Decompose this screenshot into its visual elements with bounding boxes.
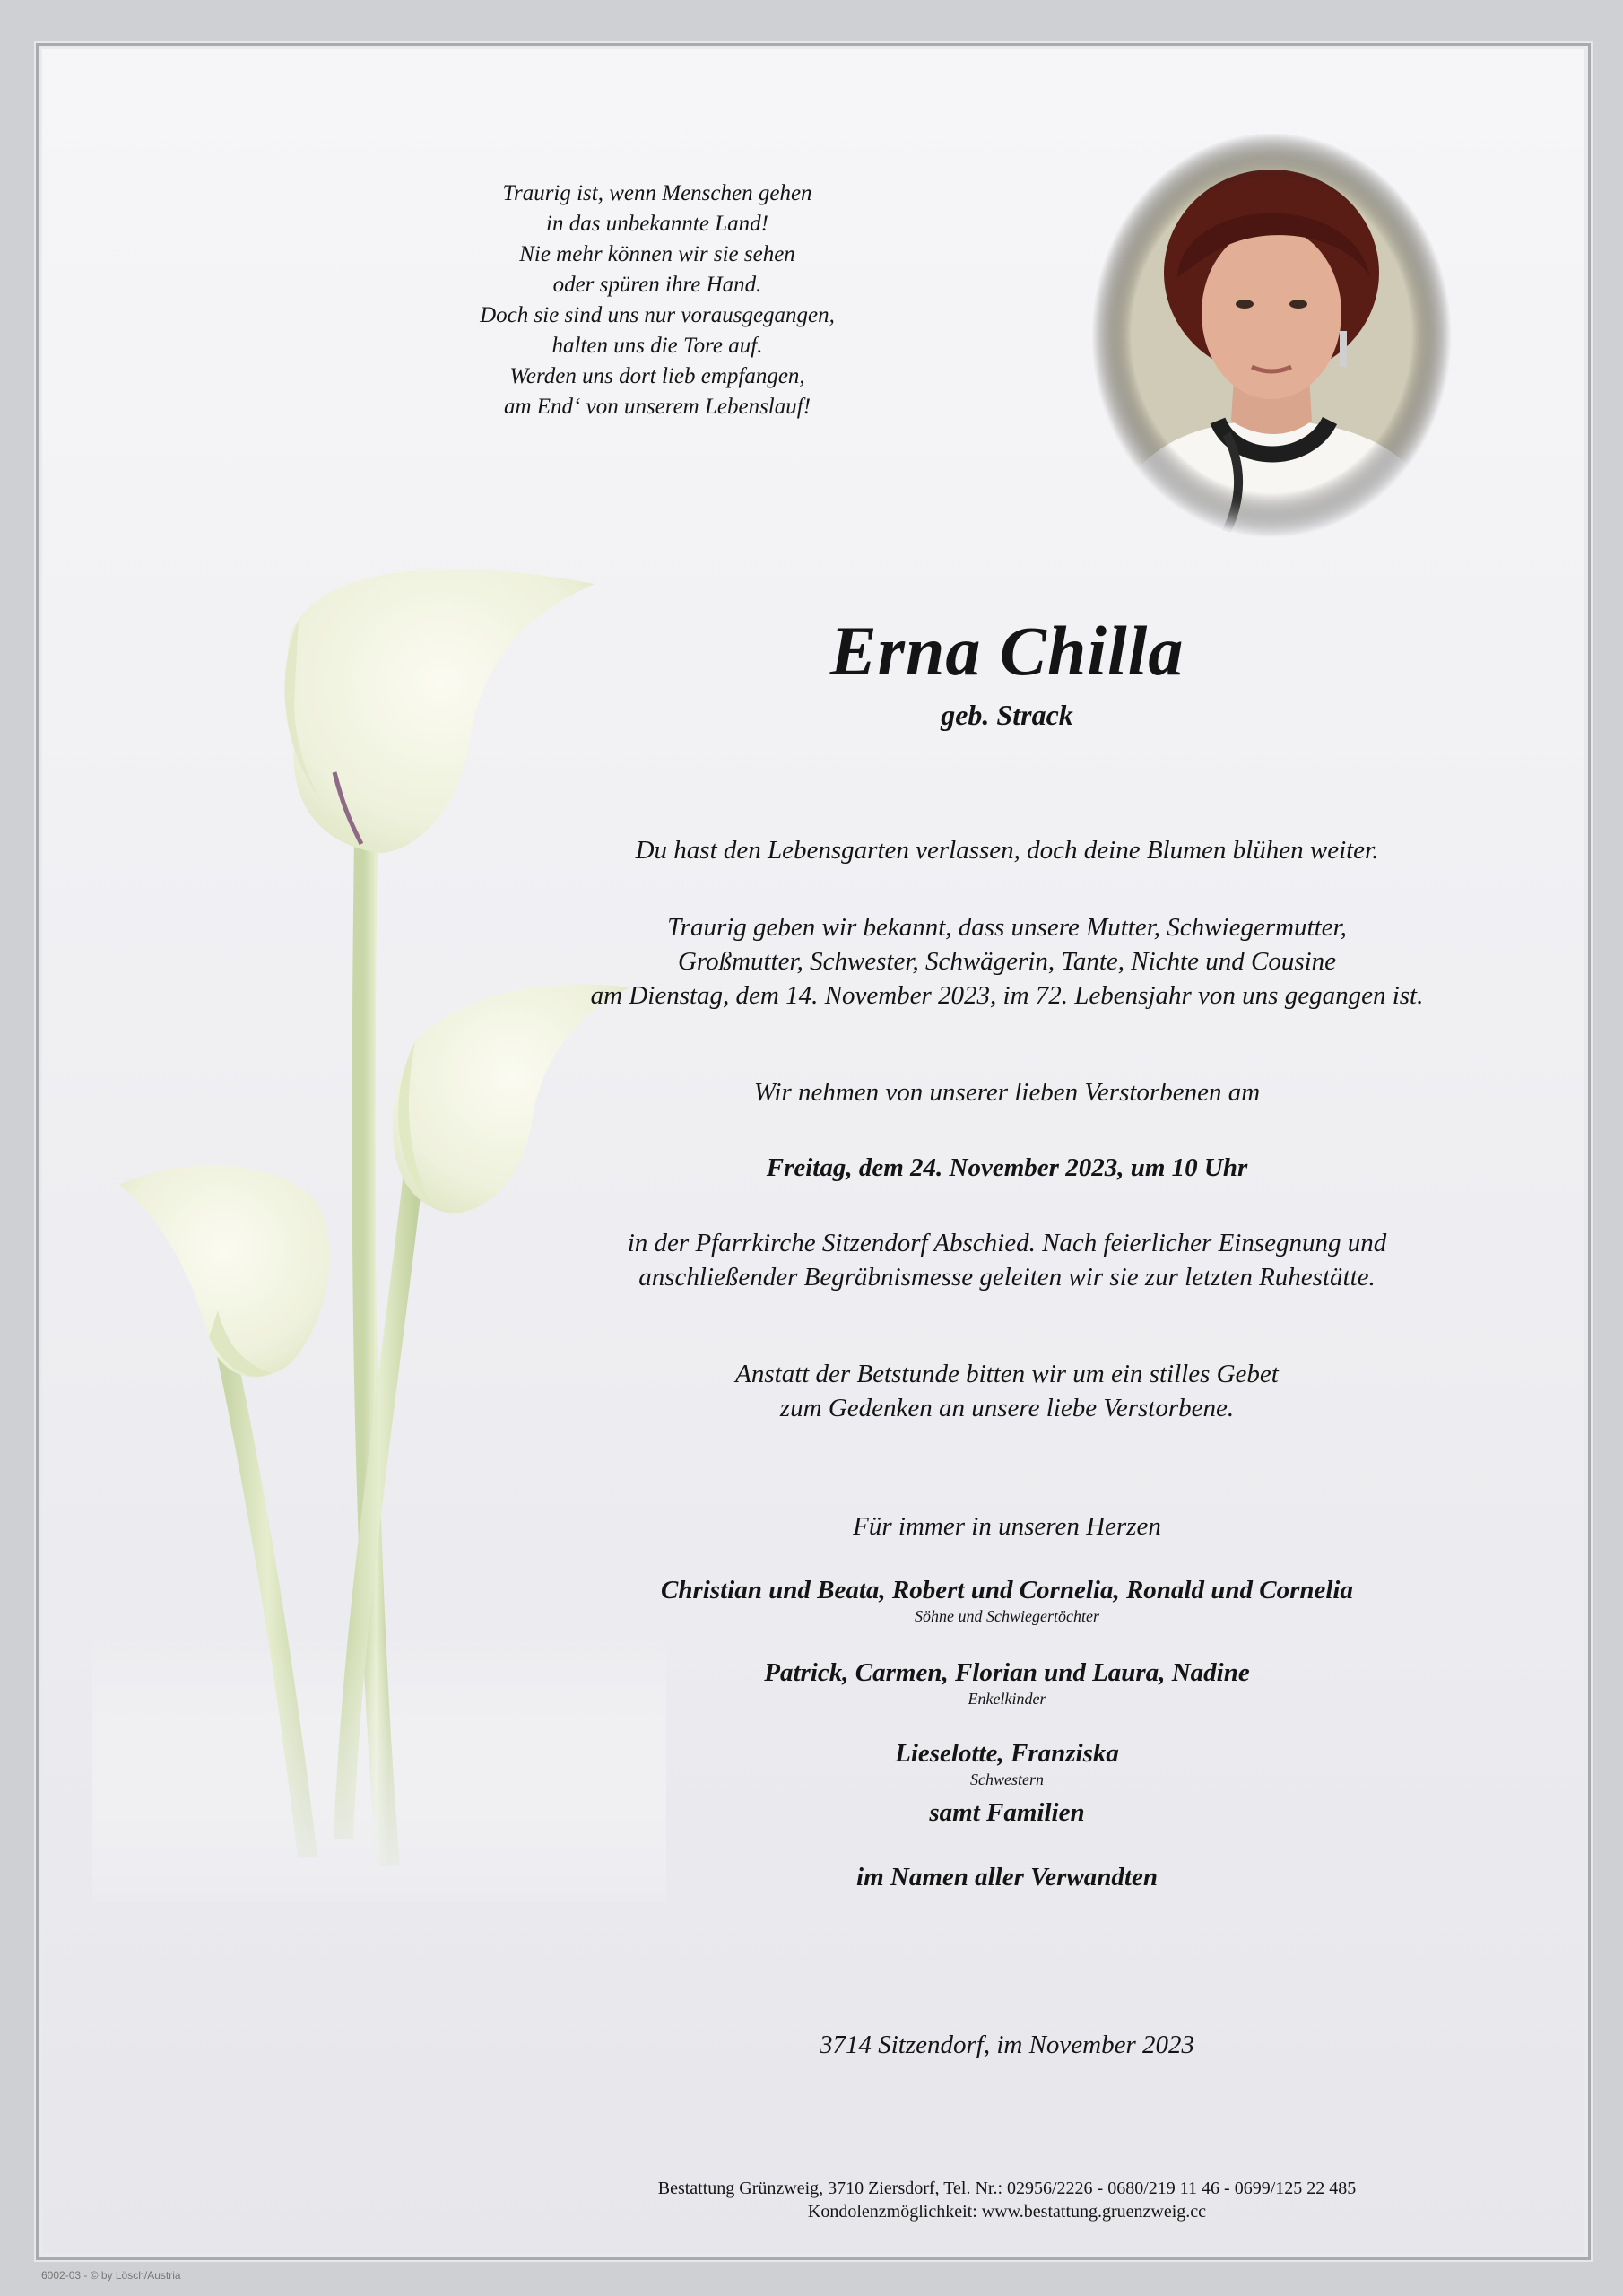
poem-line: Traurig ist, wenn Menschen gehen (502, 181, 812, 205)
mourner-names: Patrick, Carmen, Florian und Laura, Nadine (764, 1658, 1250, 1687)
announcement-line: Traurig geben wir bekannt, dass unsere Mutter, Schwiegermutter, (667, 913, 1347, 942)
poem-line: Werden uns dort lieb empfangen, (509, 364, 805, 388)
mourner-names: Christian und Beata, Robert und Cornelia, Ronald und Cornelia (661, 1576, 1353, 1605)
prayer-line: Anstatt der Betstunde bitten wir um ein stilles Gebet (735, 1360, 1279, 1388)
obituary-frame (36, 43, 1591, 2260)
prayer-line: zum Gedenken an unsere liebe Verstorbene. (779, 1394, 1235, 1422)
announcement-line: am Dienstag, dem 14. November 2023, im 72. Lebensjahr von uns gegangen ist. (590, 981, 1424, 1010)
relatives-line: im Namen aller Verwandten (856, 1863, 1158, 1892)
poem-line: oder spüren ihre Hand. (552, 273, 762, 297)
funeral-home-footer (433, 2177, 1581, 2223)
mourner-relation: Enkelkinder (968, 1690, 1046, 1708)
farewell-line: in der Pfarrkirche Sitzendorf Abschied. Nach feierlicher Einsegnung und (627, 1229, 1387, 1257)
poem-line: in das unbekannte Land! (546, 212, 768, 236)
print-code: 6002-03 - © by Lösch/Austria (41, 2269, 181, 2282)
prayer-request (433, 1357, 1581, 1425)
farewell-date: Freitag, dem 24. November 2023, um 10 Uhr (766, 1153, 1248, 1182)
poem-line: halten uns die Tore auf. (551, 334, 763, 358)
mourner-group (433, 1574, 1581, 1626)
deceased-name: Erna Chilla (829, 612, 1185, 690)
mourner-relation: Schwestern (970, 1770, 1044, 1788)
poem-line: Nie mehr können wir sie sehen (519, 242, 795, 266)
announcement (433, 910, 1581, 1013)
poem (397, 178, 917, 422)
mourner-group (433, 1737, 1581, 1789)
mourner-names: Lieselotte, Franziska (895, 1739, 1119, 1768)
mourners-intro: Für immer in unseren Herzen (853, 1512, 1161, 1541)
footer-contact: Bestattung Grünzweig, 3710 Ziersdorf, Tel. Nr.: 02956/2226 - 0680/219 11 46 - 0699/125 22 485 (657, 2179, 1357, 2198)
motto: Du hast den Lebensgarten verlassen, doch deine Blumen blühen weiter. (635, 836, 1379, 865)
mourner-relation: Söhne und Schwiegertöchter (915, 1607, 1099, 1625)
place-date: 3714 Sitzendorf, im November 2023 (819, 2031, 1195, 2059)
footer-condolence: Kondolenzmöglichkeit: www.bestattung.gruenzweig.cc (807, 2202, 1207, 2222)
farewell-intro: Wir nehmen von unserer lieben Verstorbenen am (753, 1078, 1261, 1107)
announcement-line: Großmutter, Schwester, Schwägerin, Tante, Nichte und Cousine (677, 947, 1337, 976)
poem-line: Doch sie sind uns nur vorausgegangen, (480, 303, 835, 327)
families-line: samt Familien (929, 1798, 1085, 1827)
farewell-line: anschließender Begräbnismesse geleiten wir sie zur letzten Ruhestätte. (638, 1263, 1376, 1292)
portrait-photo (1083, 125, 1460, 546)
farewell-location (433, 1226, 1581, 1294)
birth-name: geb. Strack (941, 699, 1073, 731)
poem-line: am End‘ von unserem Lebenslauf! (503, 395, 812, 419)
mourner-group (433, 1657, 1581, 1709)
